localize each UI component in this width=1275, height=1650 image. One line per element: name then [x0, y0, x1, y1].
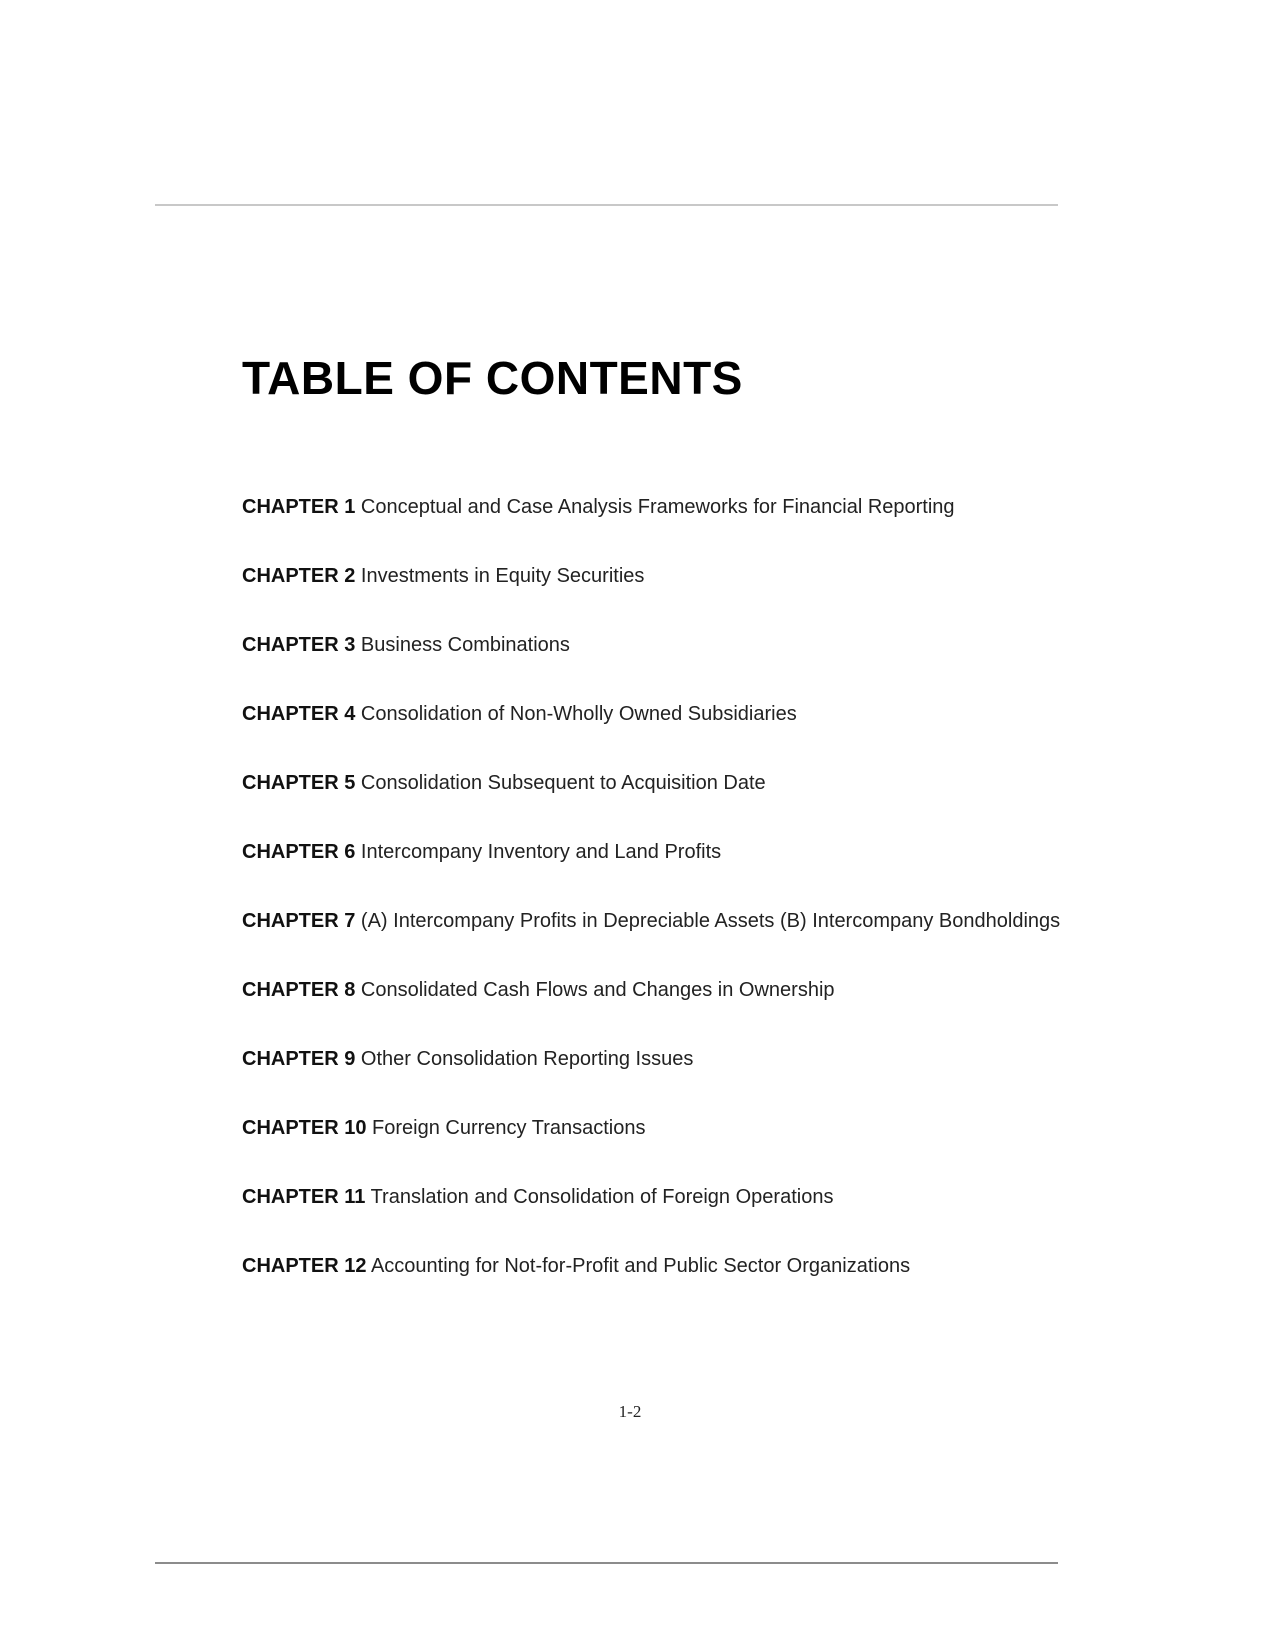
chapter-title: Consolidation Subsequent to Acquisition Date [360, 772, 766, 794]
chapter-label: CHAPTER 10 [242, 1117, 367, 1139]
chapter-label: CHAPTER 2 [242, 565, 356, 587]
toc-entry-chapter-7[interactable] [242, 906, 1060, 975]
chapter-title: Conceptual and Case Analysis Frameworks for Financial Reporting [360, 496, 955, 518]
toc-entry-chapter-2[interactable] [242, 561, 1060, 630]
toc-entry-chapter-9[interactable] [242, 1044, 1060, 1113]
chapter-title: (A) Intercompany Profits in Depreciable Assets (B) Intercompany Bondholdings [360, 910, 1061, 932]
toc-entry-chapter-3[interactable] [242, 630, 1060, 699]
chapter-label: CHAPTER 7 [242, 910, 356, 932]
toc-entry-chapter-12[interactable] [242, 1251, 1060, 1320]
chapter-title: Consolidation of Non-Wholly Owned Subsidiaries [360, 703, 797, 725]
toc-entry-chapter-1[interactable] [242, 492, 1060, 561]
chapter-title: Intercompany Inventory and Land Profits [360, 841, 722, 863]
toc-entry-chapter-5[interactable] [242, 768, 1060, 837]
chapter-label: CHAPTER 6 [242, 841, 356, 863]
chapter-title: Accounting for Not-for-Profit and Public Sector Organizations [370, 1255, 911, 1277]
page-title: TABLE OF CONTENTS [242, 352, 743, 404]
footer-rule [155, 1562, 1058, 1564]
chapter-label: CHAPTER 11 [242, 1186, 366, 1208]
chapter-title: Business Combinations [360, 634, 570, 656]
chapter-title: Consolidated Cash Flows and Changes in Ownership [360, 979, 835, 1001]
chapter-label: CHAPTER 4 [242, 703, 356, 725]
toc-entry-chapter-10[interactable] [242, 1113, 1060, 1182]
chapter-title: Other Consolidation Reporting Issues [360, 1048, 694, 1070]
chapter-title: Translation and Consolidation of Foreign Operations [370, 1186, 834, 1208]
chapter-title: Investments in Equity Securities [360, 565, 645, 587]
header-rule [155, 204, 1058, 206]
chapter-label: CHAPTER 8 [242, 979, 356, 1001]
chapter-label: CHAPTER 9 [242, 1048, 356, 1070]
chapter-label: CHAPTER 12 [242, 1255, 367, 1277]
toc-entry-chapter-8[interactable] [242, 975, 1060, 1044]
page-number: 1-2 [618, 1402, 642, 1421]
toc-entry-chapter-11[interactable] [242, 1182, 1060, 1251]
chapter-title: Foreign Currency Transactions [372, 1117, 646, 1139]
toc-entry-chapter-6[interactable] [242, 837, 1060, 906]
toc-entry-chapter-4[interactable] [242, 699, 1060, 768]
chapter-label: CHAPTER 5 [242, 772, 356, 794]
toc-list [242, 492, 1060, 1320]
chapter-label: CHAPTER 1 [242, 496, 356, 518]
chapter-label: CHAPTER 3 [242, 634, 356, 656]
